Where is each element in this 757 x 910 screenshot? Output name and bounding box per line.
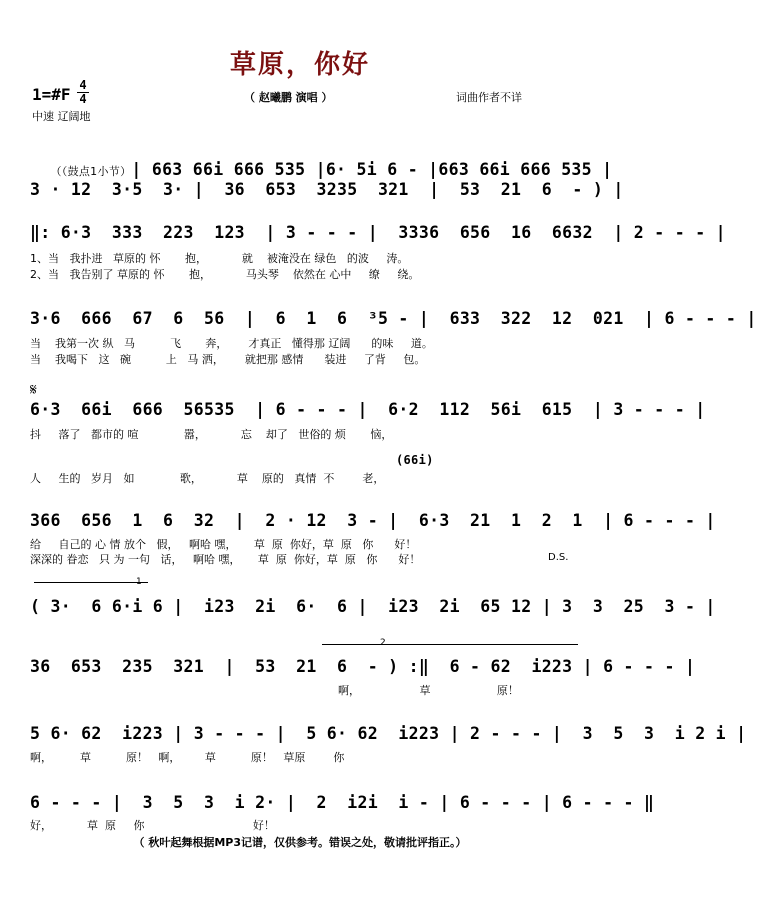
dal-segno-marking: D.S. xyxy=(548,552,569,563)
notation-row-10: 6 - - - | 3 5 3 i 2· | 2 i2i i - | 6 - - - | 6 - - - ‖ xyxy=(30,793,655,812)
lyric-row-4b: 当 我喝下 这 碗 上 马 洒， 就把那 感情 装进 了背 包。 xyxy=(30,353,426,366)
key-signature: 1=#F xyxy=(32,85,71,104)
lyric-row-10: 好， 草 原 你 好！ xyxy=(30,819,275,832)
volta-second-ending xyxy=(322,644,578,651)
notation-row-8: 36 653 235 321 | 53 21 6 - ) :‖ 6 - 62 i223 | 6 - - - | xyxy=(30,657,696,676)
notation-row-1-notes: | 663 66i 666 535 |6· 5i 6 - |663 66i 666 535 | xyxy=(131,160,613,179)
notation-row-4: 3·6 666 67 6 56 | 6 1 6 ³5 - | 633 322 12 021 | 6 - - - | xyxy=(30,309,757,328)
lyric-row-8: 啊， 草 原！ xyxy=(338,684,519,697)
lyric-row-6b: 深深的 眷恋 只 为 一句 话， 啊哈 嘿， 草 原 你好，草 原 你 好！ xyxy=(30,553,421,566)
volta-second-number: 2 xyxy=(380,638,386,648)
time-signature-top: 4 xyxy=(79,78,87,92)
lyric-row-3a: 1、当 我扑进 草原的 怀 抱， 就 被淹没在 绿色 的波 涛。 xyxy=(30,252,409,265)
time-signature xyxy=(77,80,89,105)
intro-label: （（鼓点1小节） xyxy=(50,165,132,178)
notation-row-2: 3 · 12 3·5 3· | 36 653 3235 321 | 53 21 6 - ) | xyxy=(30,180,624,199)
volta-first-number: 1 xyxy=(136,577,142,587)
alt-notes-bracket: (66i) xyxy=(396,453,434,467)
notation-row-5: 6·3 66i 666 56535 | 6 - - - | 6·2 112 56i 615 | 3 - - - | xyxy=(30,400,706,419)
lyric-row-5a: 抖 落了 都市的 喧 嚣， 忘 却了 世俗的 烦 恼， xyxy=(30,428,393,441)
lyric-row-3b: 2、当 我告别了 草原的 怀 抱， 马头琴 依然在 心中 缭 绕。 xyxy=(30,268,420,281)
notation-row-7: ( 3· 6 6·i 6 | i23 2i 6· 6 | i23 2i 65 12 | 3 3 25 3 - | xyxy=(30,597,716,616)
composer-credit: 词曲作者不详 xyxy=(456,91,522,104)
lyric-row-4a: 当 我第一次 纵 马 飞 奔， 才真正 懂得那 辽阔 的味 道。 xyxy=(30,337,433,350)
notation-row-9: 5 6· 62 i223 | 3 - - - | 5 6· 62 i223 | 2 - - - | 3 5 3 i 2 i | xyxy=(30,724,747,743)
volta-first-ending xyxy=(34,582,148,589)
song-title: 草原，你好 xyxy=(229,50,370,80)
tempo-marking: 中速 辽阔地 xyxy=(32,110,91,123)
notation-row-6: 366 656 1 6 32 | 2 · 12 3 - | 6·3 21 1 2 1 | 6 - - - | xyxy=(30,511,716,530)
lyric-row-9: 啊， 草 原！ 啊， 草 原！ 草原 你 xyxy=(30,751,345,764)
time-signature-bottom: 4 xyxy=(79,92,87,106)
singer-credit: （ 赵曦鹏 演唱 ） xyxy=(244,91,333,104)
segno-sign: 𝄋 xyxy=(30,380,37,399)
notation-row-3: ‖: 6·3 333 223 123 | 3 - - - | 3336 656 16 6632 | 2 - - - | xyxy=(30,223,726,242)
lyric-row-6a: 给 自己的 心 情 放个 假， 啊哈 嘿， 草 原 你好，草 原 你 好！ xyxy=(30,538,417,551)
notation-row-1 xyxy=(30,140,613,182)
transcription-note: （ 秋叶起舞根据MP3记谱，仅供参考。错误之处，敬请批评指正。） xyxy=(133,836,467,849)
lyric-row-5b: 人 生的 岁月 如 歌， 草 原的 真情 不 老， xyxy=(30,472,385,485)
